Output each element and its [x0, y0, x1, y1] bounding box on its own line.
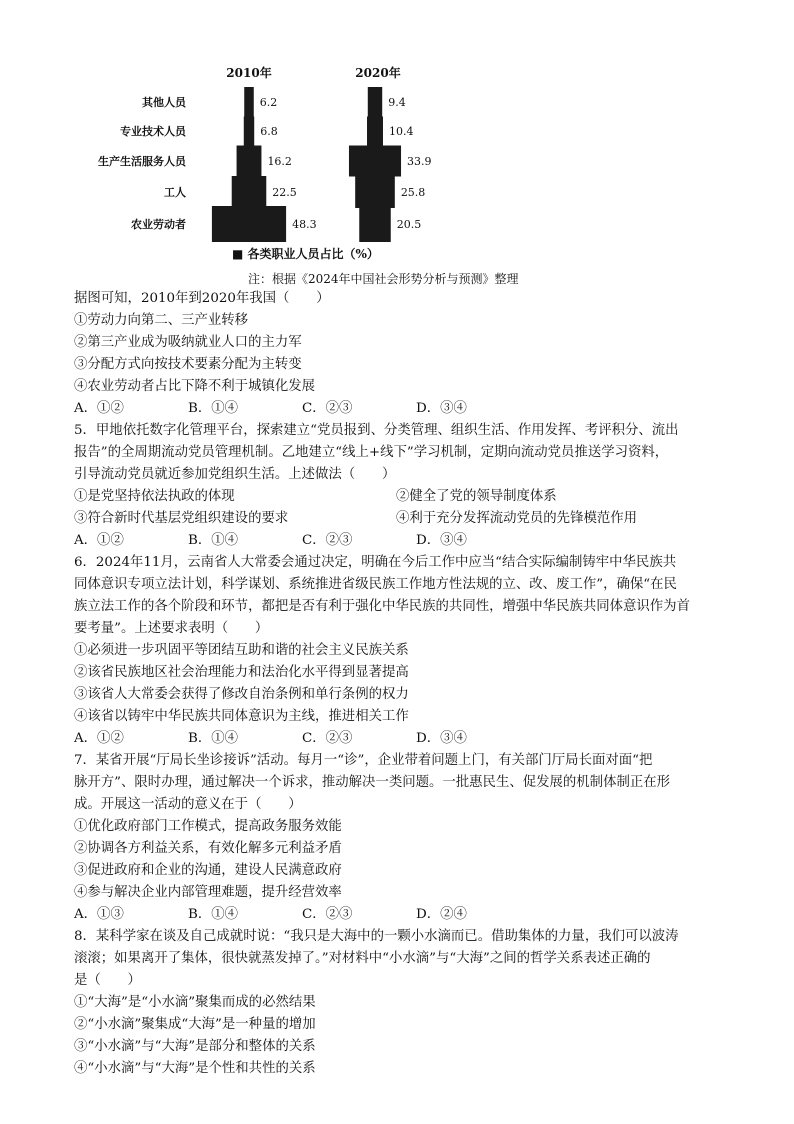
- answer-option: B．①④: [188, 907, 239, 922]
- choice-item: ①必须进一步巩固平等团结互助和谐的社会主义民族关系: [74, 643, 409, 658]
- answer-option: D．③④: [416, 533, 467, 548]
- answer-option: A．①③: [74, 907, 124, 922]
- bar-2010-1: [244, 117, 254, 146]
- answer-option: C．②③: [302, 907, 353, 922]
- bar-2010-3: [232, 176, 267, 208]
- question-stem-line: 滚滚；如果离开了集体，很快就蒸发掉了。”对材料中“小水滴”与“大海”之间的哲学关系表述正确的: [74, 951, 651, 966]
- answer-option: A．①②: [74, 731, 124, 746]
- choice-item: ②第三产业成为吸纳就业人口的主力军: [74, 335, 302, 350]
- question-stem-line: 族立法工作的各个阶段和环节，都把是否有利于强化中华民族的共同性，增强中华民族共同体意识作为首: [74, 599, 690, 614]
- bar-2010-4: [212, 206, 286, 242]
- question-stem-line: 7．某省开展“厅局长坐诊接诉”活动。每月一“诊”，企业带着问题上门，有关部门厅局长面对面“把: [74, 753, 653, 768]
- choice-item: ③促进政府和企业的沟通，建设人民满意政府: [74, 863, 342, 878]
- question-stem-line: 5．甲地依托数字化管理平台，探索建立“党员报到、分类管理、组织生活、作用发挥、考评积分、流出: [74, 423, 679, 438]
- chart-note: 注：根据《2024年中国社会形势分析与预测》整理: [248, 272, 519, 286]
- chart-legend: ■ 各类职业人员占比（%）: [232, 247, 379, 261]
- value-label: 9.4: [388, 96, 406, 109]
- answer-option: D．②④: [416, 907, 467, 922]
- bar-2020-2: [349, 146, 401, 177]
- value-label: 10.4: [388, 125, 414, 138]
- category-label: 工人: [164, 186, 186, 199]
- value-label: 48.3: [292, 218, 317, 231]
- choice-item: ③分配方式向按技术要素分配为主转变: [74, 357, 302, 372]
- category-label: 生产生活服务人员: [98, 155, 186, 168]
- choice-item: ④农业劳动者占比下降不利于城镇化发展: [74, 379, 316, 394]
- bar-2020-3: [355, 176, 395, 208]
- choice-item: ②该省民族地区社会治理能力和法治化水平得到显著提高: [74, 665, 409, 680]
- choice-item: ①劳动力向第二、三产业转移: [74, 313, 249, 328]
- question-stem-line: 引导流动党员就近参加党组织生活。上述做法（ ）: [74, 467, 396, 482]
- choice-item: ③该省人大常委会获得了修改自治条例和单行条例的权力: [74, 687, 409, 702]
- value-label: 6.2: [259, 96, 278, 109]
- answer-option: B．①④: [188, 401, 239, 416]
- answer-option: A．①②: [74, 401, 124, 416]
- answer-option: A．①②: [74, 533, 124, 548]
- question-stem-line: 8．某科学家在谈及自己成就时说：“我只是大海中的一颗小水滴而已。借助集体的力量，我们可以波涛: [74, 929, 679, 944]
- occupation-pyramid-chart: [0, 0, 794, 290]
- question-stem-line: 报告”的全周期流动党员管理机制。乙地建立“线上+线下”学习机制，定期向流动党员推送学习资料，: [74, 445, 669, 460]
- choice-item: ②健全了党的领导制度体系: [396, 489, 557, 504]
- value-label: 16.2: [267, 155, 292, 168]
- choice-item: ④利于充分发挥流动党员的先锋模范作用: [396, 511, 638, 526]
- bar-2010-2: [237, 146, 262, 177]
- answer-options: [74, 904, 724, 926]
- answer-option: B．①④: [188, 731, 239, 746]
- choice-item: ①优化政府部门工作模式，提高政务服务效能: [74, 819, 342, 834]
- choice-item: ④参与解决企业内部管理难题，提升经营效率: [74, 885, 342, 900]
- answer-option: C．②③: [302, 401, 353, 416]
- answer-option: D．③④: [416, 401, 467, 416]
- value-label: 22.5: [272, 186, 297, 199]
- question-stem-line: 成。开展这一活动的意义在于（ ）: [74, 797, 302, 812]
- choice-item-row: [74, 486, 724, 508]
- question-stem-line: 脉开方”、限时办理，通过解决一个诉求，推动解决一类问题。一批惠民生、促发展的机制体制正在形: [74, 775, 671, 790]
- answer-options: [74, 398, 724, 420]
- choice-item: ④该省以铸牢中华民族共同体意识为主线，推进相关工作: [74, 709, 409, 724]
- bar-2020-1: [367, 117, 383, 146]
- answer-option: C．②③: [302, 731, 353, 746]
- bar-2020-0: [368, 87, 382, 117]
- value-label: 33.9: [407, 155, 432, 168]
- value-label: 20.5: [396, 218, 422, 231]
- category-label: 农业劳动者: [131, 218, 186, 231]
- choice-item: ①“大海”是“小水滴”聚集而成的必然结果: [74, 995, 316, 1010]
- choice-item-row: [74, 508, 724, 530]
- question-stem-line: 同体意识专项立法计划，科学谋划、系统推进省级民族工作地方性法规的立、改、废工作”，确保“在民: [74, 577, 677, 592]
- answer-option: B．①④: [188, 533, 239, 548]
- value-label: 25.8: [400, 186, 426, 199]
- question-stem-line: 据图可知，2010年到2020年我国（ ）: [74, 291, 330, 306]
- panel-title-2010: 2010年: [226, 66, 272, 80]
- panel-title-2020: 2020年: [355, 66, 401, 80]
- question-list: [74, 288, 724, 1080]
- choice-item: ③“小水滴”与“大海”是部分和整体的关系: [74, 1039, 316, 1054]
- answer-options: [74, 530, 724, 552]
- value-label: 6.8: [260, 125, 278, 138]
- choice-item: ③符合新时代基层党组织建设的要求: [74, 511, 289, 526]
- question-stem-line: 要考量”。上述要求表明（ ）: [74, 621, 269, 636]
- question-stem-line: 是（ ）: [74, 973, 141, 988]
- choice-item: ④“小水滴”与“大海”是个性和共性的关系: [74, 1061, 316, 1076]
- choice-item: ②“小水滴”聚集成“大海”是一种量的增加: [74, 1017, 316, 1032]
- choice-item: ②协调各方利益关系，有效化解多元利益矛盾: [74, 841, 342, 856]
- bar-2020-4: [359, 206, 390, 242]
- answer-options: [74, 728, 724, 750]
- choice-item: ①是党坚持依法执政的体现: [74, 489, 235, 504]
- category-label: 其他人员: [142, 96, 186, 109]
- bar-2010-0: [244, 87, 254, 117]
- question-stem-line: 6．2024年11月，云南省人大常委会通过决定，明确在今后工作中应当“结合实际编制铸牢中华民族共: [74, 555, 677, 570]
- answer-option: D．③④: [416, 731, 467, 746]
- answer-option: C．②③: [302, 533, 353, 548]
- category-label: 专业技术人员: [120, 125, 186, 138]
